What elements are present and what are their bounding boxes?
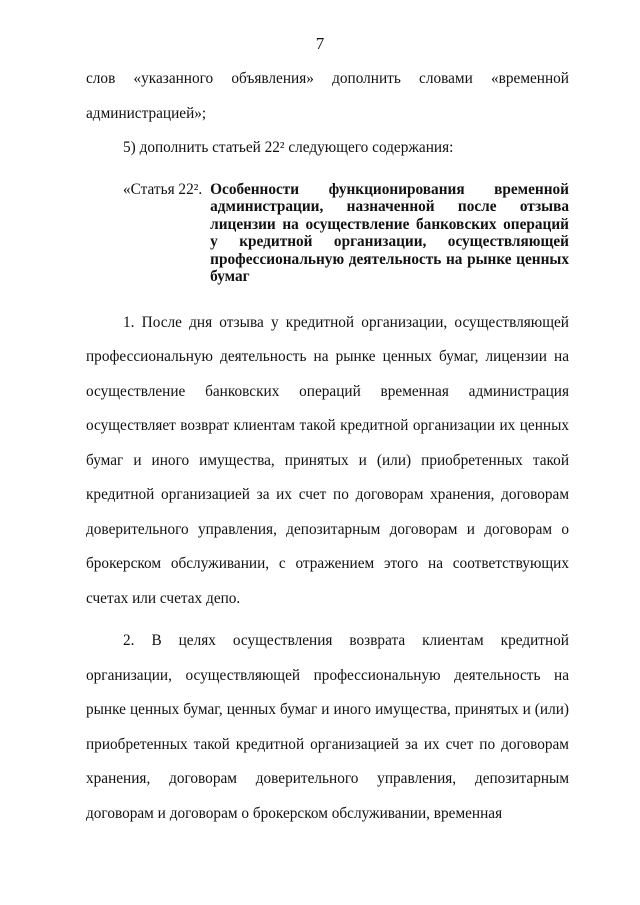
article-paragraph-1: 1. После дня отзыва у кредитной организации, осуществляющей профессиональную деятельность на рынке ценных бумаг, лицензии на осуществление банковских операций временная администрация осуществляет возврат клиентам такой кредитной организации их ценных бумаг и иного имущества, принятых и (или) приобретенных такой кредитной организацией за их счет по договорам хранения, договорам доверительного управления, депозитарным договорам и договорам о брокерском обслуживании, с отражением этого на соответствующих счетах или счетах депо.: [86, 313, 569, 607]
article-title: Особенности функционирования временной администрации, назначенной после отзыва лицензии на осуществление банковских операций у кредитной организации, осуществляющей профессиональную деятельность на рынке ценных бумаг: [210, 180, 569, 285]
intro-paragraph: слов «указанного объявления» дополнить словами «временной администрацией»;: [86, 70, 569, 122]
document-body: [86, 62, 569, 831]
article-paragraph-2: 2. В целях осуществления возврата клиентам кредитной организации, осуществляющей профессиональную деятельность на рынке ценных бумаг, ценных бумаг и иного имущества, принятых и (или) приобретенных такой кредитной организацией за их счет по договорам хранения, договорам доверительного управления, депозитарным договорам и договорам о брокерском обслуживании, временная: [86, 632, 569, 822]
page-number: 7: [315, 34, 325, 53]
amendment-item-5: 5) дополнить статьей 22² следующего содержания:: [123, 139, 454, 156]
article-heading: [86, 181, 569, 286]
article-label: «Статья 22².: [123, 180, 203, 198]
